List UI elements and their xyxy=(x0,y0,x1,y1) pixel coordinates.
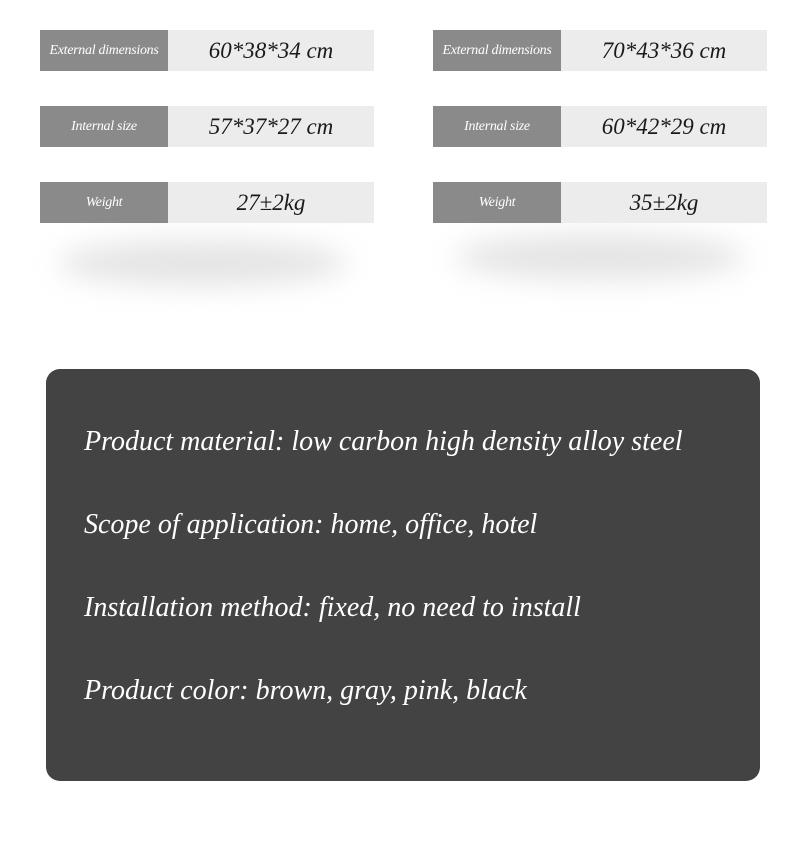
spec-row-internal-size xyxy=(433,106,767,147)
spec-label: Internal size xyxy=(40,106,168,147)
spec-value: 27±2kg xyxy=(168,182,374,223)
spec-row-external-dimensions xyxy=(40,30,374,71)
info-application-scope: Scope of application: home, office, hotel xyxy=(84,509,538,540)
info-product-color: Product color: brown, gray, pink, black xyxy=(84,675,527,706)
info-installation-method: Installation method: fixed, no need to install xyxy=(84,592,581,623)
spec-value: 60*42*29 cm xyxy=(561,106,767,147)
spec-label: External dimensions xyxy=(40,30,168,71)
spec-row-weight xyxy=(40,182,374,223)
spec-value: 60*38*34 cm xyxy=(168,30,374,71)
spec-row-internal-size xyxy=(40,106,374,147)
spec-value: 70*43*36 cm xyxy=(561,30,767,71)
spec-value: 35±2kg xyxy=(561,182,767,223)
spec-table-left xyxy=(40,30,374,258)
spec-label: Weight xyxy=(433,182,561,223)
spec-table-right xyxy=(433,30,767,258)
spec-row-weight xyxy=(433,182,767,223)
product-info-panel xyxy=(46,369,760,781)
spec-label: Internal size xyxy=(433,106,561,147)
spec-row-external-dimensions xyxy=(433,30,767,71)
spec-label: External dimensions xyxy=(433,30,561,71)
info-material: Product material: low carbon high density alloy steel xyxy=(84,426,683,457)
spec-value: 57*37*27 cm xyxy=(168,106,374,147)
spec-label: Weight xyxy=(40,182,168,223)
